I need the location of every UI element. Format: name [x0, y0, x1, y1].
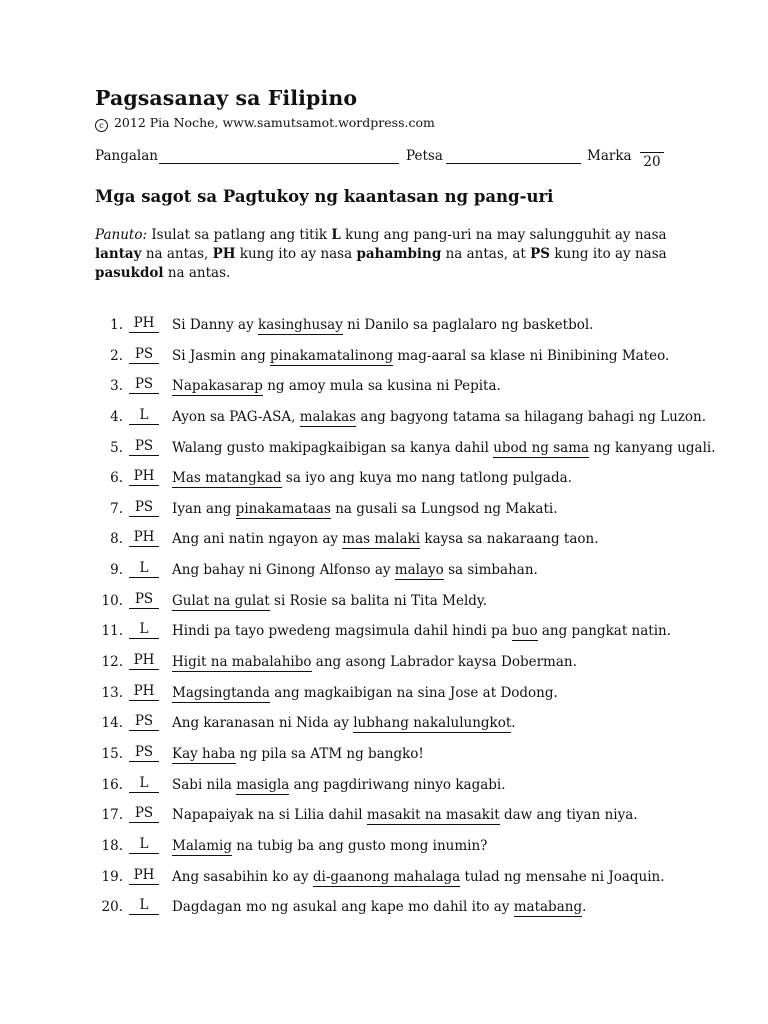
sentence-text: ng kanyang ugali.	[589, 439, 716, 456]
item-sentence	[172, 376, 501, 396]
list-item	[95, 529, 715, 560]
underlined-adjective: pinakamataas	[235, 500, 331, 517]
list-item	[95, 775, 715, 806]
answer-blank: PS	[129, 438, 159, 456]
underlined-adjective: pinakamatalinong	[270, 347, 394, 364]
answer-blank: PS	[129, 713, 159, 731]
instructions-keyword: pasukdol	[95, 265, 164, 281]
item-sentence	[172, 867, 665, 887]
list-item	[95, 438, 715, 469]
underlined-adjective: masigla	[236, 776, 290, 793]
list-item	[95, 805, 715, 836]
answer-blank: PS	[129, 346, 159, 364]
underlined-adjective: Higit na mabalahibo	[172, 654, 312, 671]
list-item	[95, 713, 715, 744]
sentence-text: kaysa sa nakaraang taon.	[420, 531, 599, 548]
answer-blank: PH	[129, 529, 159, 547]
answer-blank: PS	[129, 744, 159, 762]
sentence-text: Si Danny ay	[172, 317, 259, 333]
answer-blank: PS	[129, 376, 159, 394]
section-title: Mga sagot sa Pagtukoy ng kaantasan ng pang-uri	[95, 187, 554, 206]
sentence-text: na tubig ba ang gusto mong inumin?	[232, 837, 488, 854]
answer-blank: PH	[129, 867, 159, 885]
list-item	[95, 683, 715, 714]
worksheet	[95, 86, 695, 283]
item-number: 6.	[110, 470, 123, 487]
item-number: 1.	[110, 317, 123, 333]
instructions-keyword: pahambing	[356, 246, 442, 262]
sentence-text: ang asong Labrador kaysa Doberman.	[311, 654, 577, 671]
item-number: 15.	[101, 745, 123, 762]
sentence-text: Dagdagan mo ng asukal ang kape mo dahil ito ay	[172, 899, 514, 916]
instructions	[95, 226, 695, 283]
underlined-adjective: malakas	[299, 408, 357, 425]
answer-blank: L	[129, 836, 159, 854]
instructions-keyword: PH	[212, 246, 236, 262]
list-item	[95, 744, 715, 775]
item-number: 14.	[101, 715, 123, 732]
item-number: 8.	[110, 531, 123, 548]
item-sentence	[172, 652, 577, 672]
item-sentence	[172, 805, 638, 825]
sentence-text: Ayon sa PAG-ASA,	[172, 408, 300, 425]
list-item	[95, 621, 715, 652]
item-number: 20.	[101, 899, 123, 916]
answer-list	[95, 315, 715, 928]
instructions-text: na antas,	[141, 246, 213, 262]
score-total: 20	[640, 152, 664, 170]
list-item	[95, 652, 715, 683]
underlined-adjective: di-gaanong mahalaga	[312, 868, 461, 885]
underlined-adjective: matabang	[513, 899, 583, 916]
answer-blank: PH	[129, 315, 159, 333]
answer-blank: PH	[129, 468, 159, 486]
underlined-adjective: kasinghusay	[258, 317, 343, 333]
item-sentence	[172, 744, 424, 764]
item-number: 17.	[101, 807, 123, 824]
instructions-text: kung ang pang-uri na may salungguhit ay nasa	[340, 227, 667, 243]
list-item	[95, 346, 715, 377]
item-sentence	[172, 560, 538, 580]
item-number: 13.	[101, 684, 123, 701]
list-item	[95, 407, 715, 438]
sentence-text: Napapaiyak na si Lilia dahil	[172, 807, 367, 824]
sentence-text: Si Jasmin ang	[172, 347, 271, 364]
underlined-adjective: masakit na masakit	[366, 807, 500, 824]
item-number: 9.	[110, 562, 123, 579]
item-sentence	[172, 499, 558, 519]
item-sentence	[172, 438, 716, 458]
item-number: 10.	[101, 592, 123, 609]
instructions-keyword: PS	[530, 246, 551, 262]
answer-blank: L	[129, 407, 159, 425]
list-item	[95, 591, 715, 622]
list-item	[95, 867, 715, 898]
date-field[interactable]	[446, 163, 581, 164]
sentence-text: Hindi pa tayo pwedeng magsimula dahil hindi pa	[172, 623, 513, 640]
sentence-text: ni Danilo sa paglalaro ng basketbol.	[342, 317, 594, 333]
sentence-text: sa simbahan.	[443, 562, 538, 579]
underlined-adjective: ubod ng sama	[493, 439, 590, 456]
item-number: 2.	[110, 347, 123, 364]
sentence-text: na gusali sa Lungsod ng Makati.	[330, 500, 558, 517]
score-label: Marka	[587, 148, 632, 164]
underlined-adjective: mas malaki	[342, 531, 421, 548]
sentence-text: ang magkaibigan na sina Jose at Dodong.	[269, 684, 558, 701]
answer-blank: L	[129, 621, 159, 639]
underlined-adjective: malayo	[394, 562, 444, 579]
name-field[interactable]	[159, 163, 399, 164]
item-sentence	[172, 346, 669, 366]
list-item	[95, 836, 715, 867]
sentence-text: daw ang tiyan niya.	[499, 807, 638, 824]
item-sentence	[172, 775, 506, 795]
item-sentence	[172, 468, 572, 488]
instructions-text: na antas, at	[441, 246, 531, 262]
sentence-text: Ang bahay ni Ginong Alfonso ay	[172, 562, 395, 579]
item-number: 16.	[101, 776, 123, 793]
item-number: 19.	[101, 868, 123, 885]
item-sentence	[172, 529, 599, 549]
student-info-fields	[95, 148, 695, 182]
item-sentence	[172, 621, 671, 641]
sentence-text: tulad ng mensahe ni Joaquin.	[460, 868, 665, 885]
sentence-text: Ang ani natin ngayon ay	[172, 531, 343, 548]
list-item	[95, 376, 715, 407]
instructions-lead: Panuto:	[95, 227, 148, 243]
sentence-text: ng amoy mula sa kusina ni Pepita.	[262, 378, 501, 395]
copyright-text: 2012 Pia Noche, www.samutsamot.wordpress.com	[113, 115, 435, 130]
sentence-text: ang bagyong tatama sa hilagang bahagi ng Luzon.	[356, 408, 707, 425]
copyright-line	[95, 115, 695, 132]
item-number: 5.	[110, 439, 123, 456]
item-number: 18.	[101, 837, 123, 854]
sentence-text: ang pagdiriwang ninyo kagabi.	[289, 776, 506, 793]
underlined-adjective: Napakasarap	[172, 378, 263, 395]
sentence-text: Sabi nila	[172, 776, 237, 793]
item-sentence	[172, 836, 487, 856]
item-number: 7.	[110, 500, 123, 517]
sentence-text: Ang karanasan ni Nida ay	[172, 715, 354, 732]
instructions-keyword: lantay	[95, 246, 142, 262]
sentence-text: Walang gusto makipagkaibigan sa kanya dahil	[172, 439, 494, 456]
underlined-adjective: Mas matangkad	[172, 470, 282, 487]
sentence-text: .	[511, 715, 516, 732]
list-item	[95, 468, 715, 499]
instructions-text: kung ito ay nasa	[235, 246, 357, 262]
item-sentence	[172, 897, 586, 917]
answer-blank: PH	[129, 652, 159, 670]
answer-blank: L	[129, 560, 159, 578]
sentence-text: sa iyo ang kuya mo nang tatlong pulgada.	[281, 470, 572, 487]
page-title: Pagsasanay sa Filipino	[95, 86, 358, 110]
underlined-adjective: Gulat na gulat	[172, 592, 270, 609]
underlined-adjective: Malamig	[172, 837, 232, 854]
item-number: 11.	[101, 623, 123, 640]
underlined-adjective: Kay haba	[172, 745, 236, 762]
underlined-adjective: buo	[512, 623, 538, 640]
answer-blank: PS	[129, 591, 159, 609]
item-sentence	[172, 591, 487, 611]
answer-blank: PS	[129, 499, 159, 517]
date-label: Petsa	[406, 148, 443, 164]
item-number: 4.	[110, 408, 123, 425]
answer-blank: PS	[129, 805, 159, 823]
item-number: 3.	[110, 378, 123, 395]
sentence-text: mag-aaral sa klase ni Binibining Mateo.	[393, 347, 670, 364]
list-item	[95, 897, 715, 928]
item-sentence	[172, 713, 516, 733]
instructions-text: na antas.	[163, 265, 231, 281]
list-item	[95, 499, 715, 530]
sentence-text: si Rosie sa balita ni Tita Meldy.	[269, 592, 488, 609]
sentence-text: ng pila sa ATM ng bangko!	[235, 745, 424, 762]
list-item	[95, 315, 715, 346]
underlined-adjective: Magsingtanda	[172, 684, 270, 701]
answer-blank: L	[129, 897, 159, 915]
list-item	[95, 560, 715, 591]
item-sentence	[172, 407, 706, 427]
sentence-text: Ang sasabihin ko ay	[172, 868, 313, 885]
name-label: Pangalan	[95, 148, 158, 164]
underlined-adjective: lubhang nakalulungkot	[353, 715, 512, 732]
item-number: 12.	[101, 654, 123, 671]
instructions-text: kung ito ay nasa	[550, 246, 667, 262]
sentence-text: .	[582, 899, 587, 916]
answer-blank: PH	[129, 683, 159, 701]
item-sentence	[172, 315, 593, 335]
instructions-text: Isulat sa patlang ang titik	[147, 227, 332, 243]
item-sentence	[172, 683, 558, 703]
copyright-icon: c	[95, 119, 108, 132]
sentence-text: ang pangkat natin.	[537, 623, 672, 640]
answer-blank: L	[129, 775, 159, 793]
instructions-keyword: L	[331, 227, 341, 243]
sentence-text: Iyan ang	[172, 500, 236, 517]
